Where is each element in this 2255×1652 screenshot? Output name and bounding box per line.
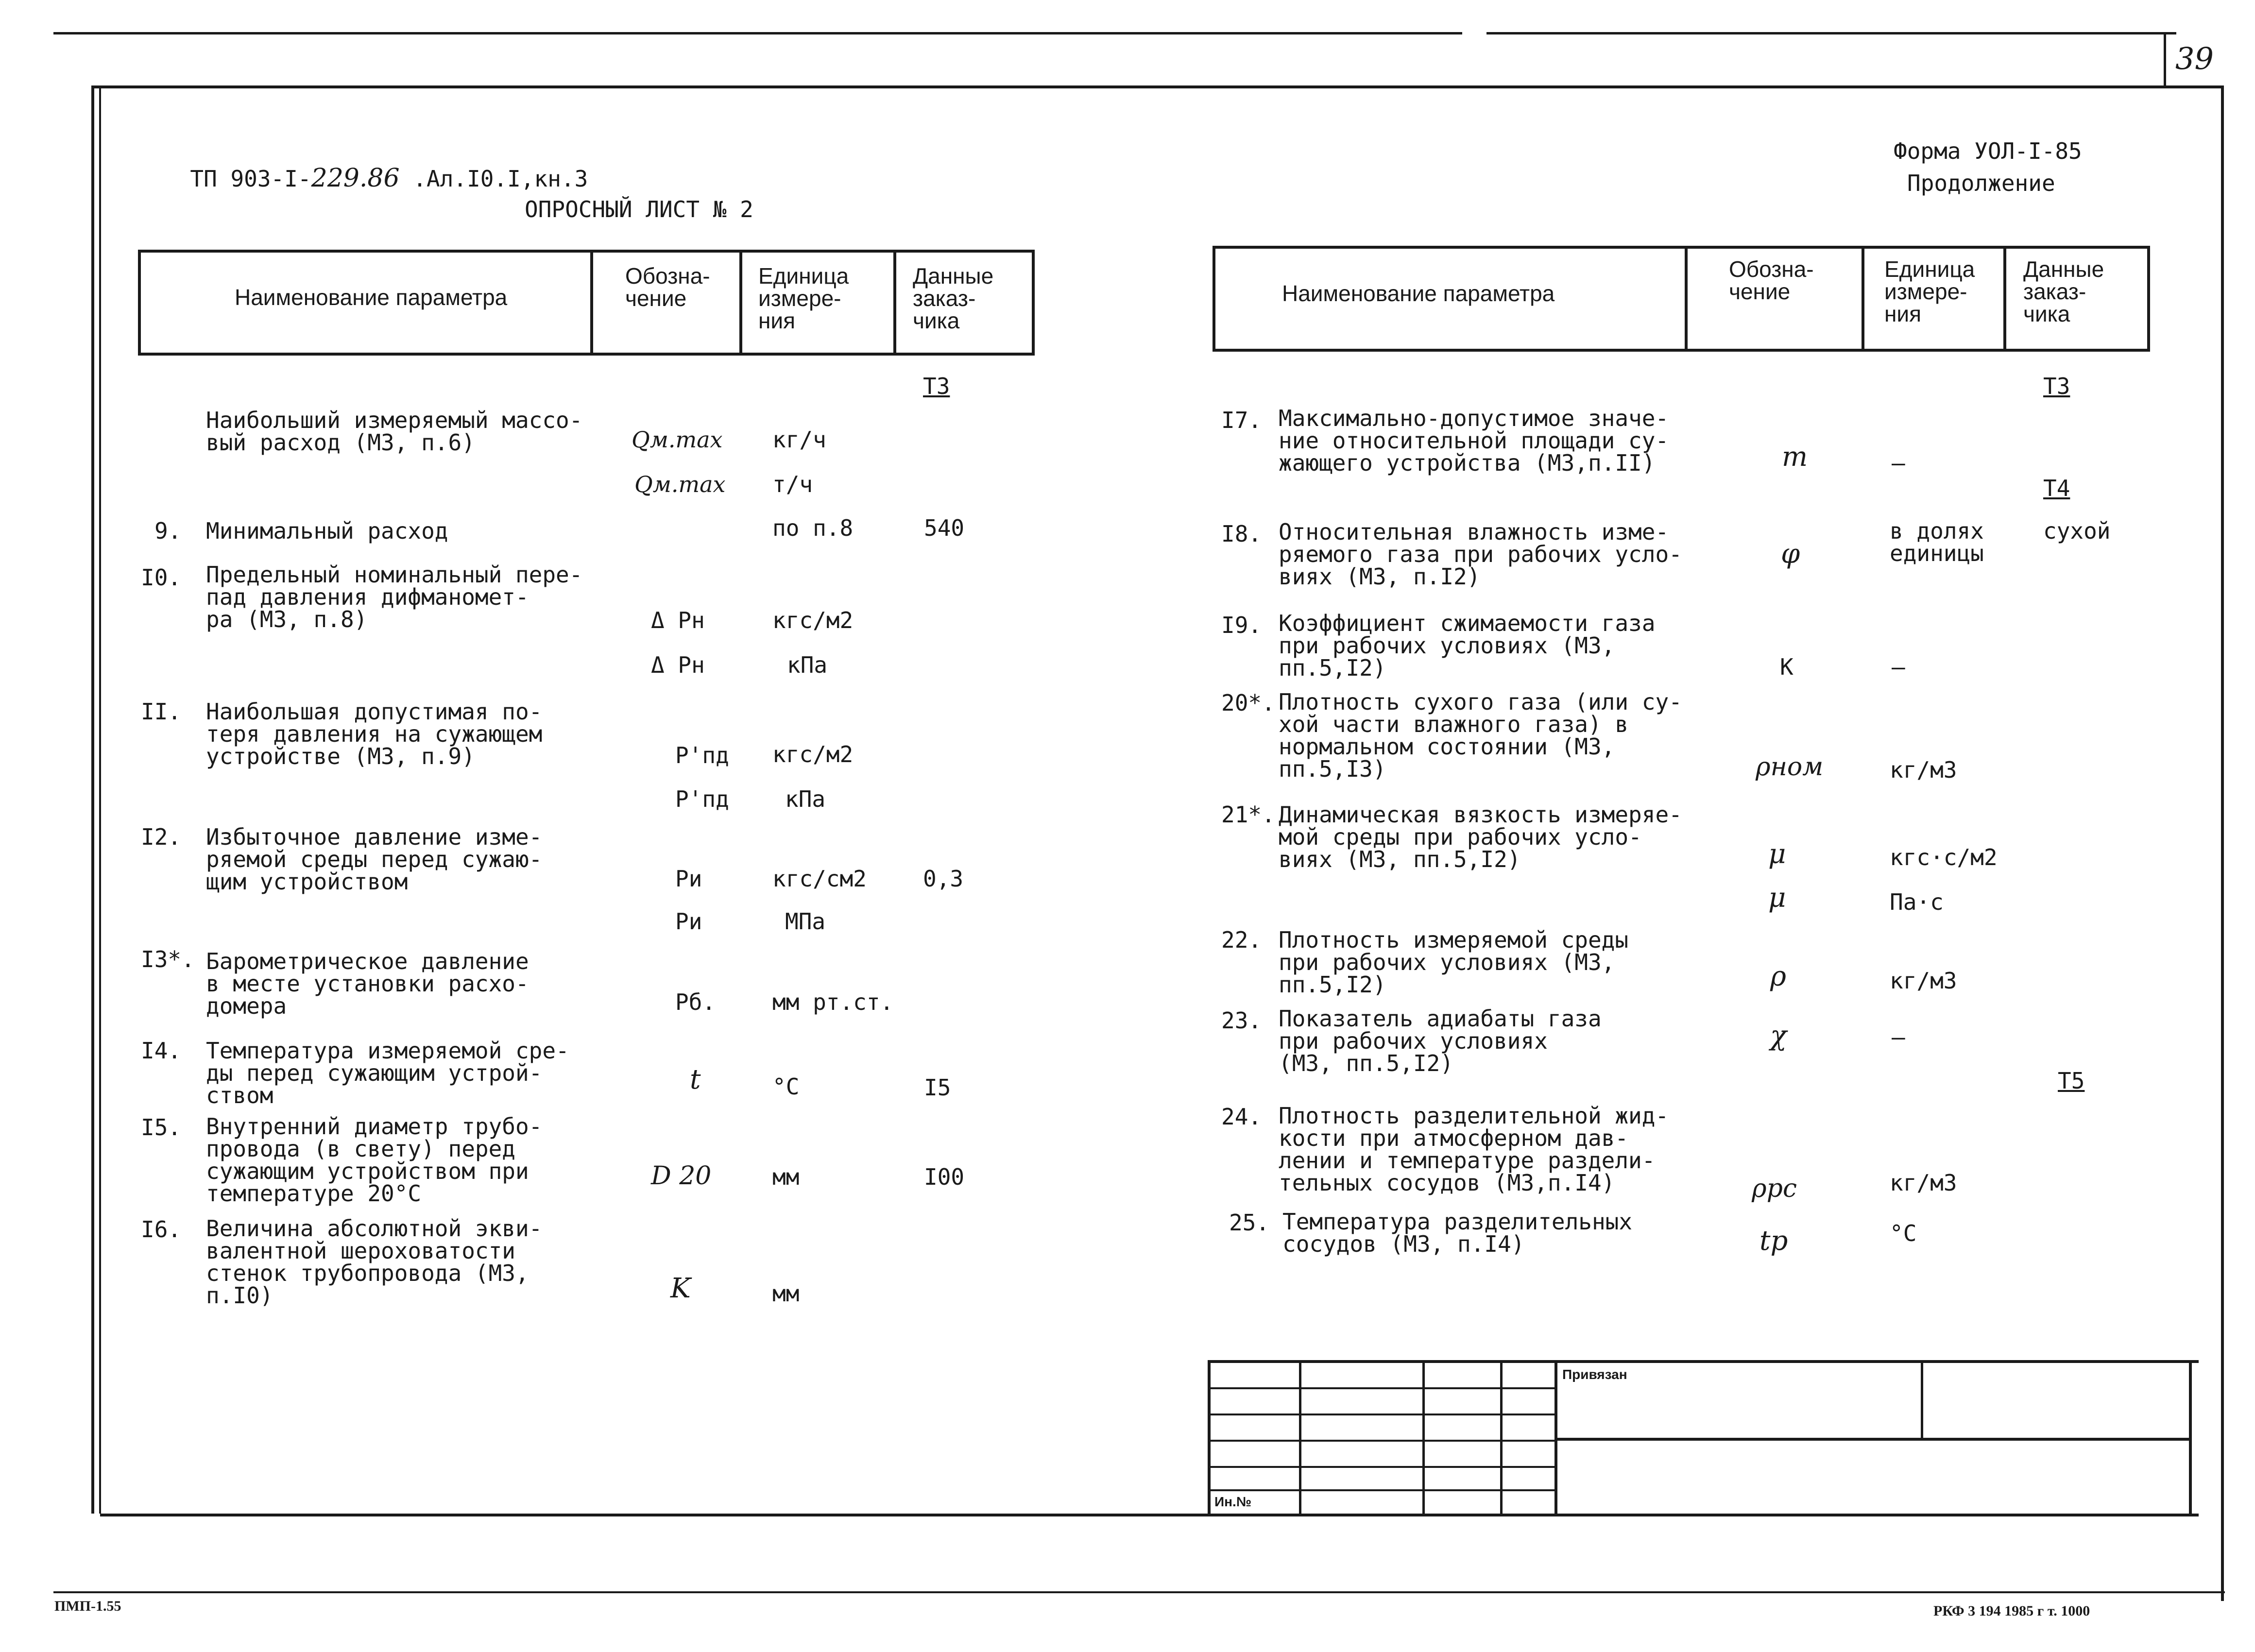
right-mark-t3: Т3 [2043,373,2070,399]
left-row-symbol: K [670,1273,691,1304]
right-row-name: Плотность разделительной жид- кости при атмосферном дав- лении и температуре раздели- тельных сосудов (МЗ,п.I4) [1279,1103,1669,1196]
left-row-unit: кг/ч [772,426,826,453]
left-row-symbol: Рб. [675,989,716,1015]
doc-code-suffix: .Ал.I0.I,кн.3 [399,166,588,192]
left-row-unit: кгс/м2 [772,741,854,767]
right-row-name: Динамическая вязкость измеряе- мой среды при рабочих усло- виях (МЗ, пп.5,I2) [1279,801,1682,872]
right-row-unit: °C [1890,1220,1917,1246]
stamp-col2 [1422,1360,1425,1516]
right-row-num: 22. [1221,927,1262,953]
right-row-num: I9. [1221,612,1262,638]
left-row-unit: кгс/см2 [772,866,867,892]
right-row-symbol: m [1782,441,1808,473]
right-row-num: I8. [1221,521,1262,547]
stamp-col1 [1299,1360,1301,1516]
top-rule-left [53,32,1462,34]
stamp-row2 [1208,1414,1557,1415]
right-row-name: Относительная влажность изме- ряемого газа при рабочих усло- виях (МЗ, п.I2) [1279,519,1682,590]
right-row-symbol: φ [1781,538,1800,570]
left-header-name: Наименование параметра [235,285,508,310]
right-row-symbol: ρ [1770,961,1786,992]
right-row-unit: кг/м3 [1890,968,1957,994]
right-header-data: Данные заказ- чика [2023,256,2104,326]
page-title: ОПРОСНЫЙ ЛИСТ № 2 [525,196,753,222]
left-row-symbol: t [690,1064,701,1095]
right-row-symbol: μ [1768,838,1786,870]
right-row-num: 21*. [1221,801,1275,828]
right-row-name: Коэффициент сжимаемости газа при рабочих условиях (МЗ, пп.5,I2) [1279,610,1656,681]
left-header-unit: Единица измере- ния [758,263,849,333]
right-header-symbol: Обозна- чение [1729,256,1814,304]
left-mark-t3: Т3 [923,373,950,399]
bottom-rule [53,1591,2225,1593]
frame-inner-left [99,88,101,1514]
right-row-symbol: μ [1768,882,1786,914]
left-row-unit: МПа [785,908,826,935]
doc-code [163,145,588,193]
stamp-row3 [1208,1440,1557,1442]
left-row-symbol: Ри [675,866,702,892]
right-table-header [1213,246,2150,352]
left-row-num: 9. [154,518,182,544]
right-row-unit: – [1892,1024,1905,1050]
frame-bottom [100,1514,2199,1516]
left-row-unit: т/ч [772,471,813,497]
form-code: Форма УОЛ-I-85 [1894,138,2082,164]
left-row-symbol: Δ Рн [651,607,705,633]
left-row-num: II. [141,698,182,725]
right-row-num: 25. [1229,1209,1270,1236]
stamp-left [1208,1360,1211,1516]
right-row-unit: – [1892,450,1905,476]
left-row-name: Температура измеряемой сре- ды перед сужающим устрой- ством [206,1038,569,1108]
right-row-name: Максимально-допустимое значе- ние относительной площади су- жающего устройства (МЗ,п.II) [1279,405,1669,476]
stamp-row6 [1208,1489,1557,1491]
right-mark-t4: Т4 [2043,475,2070,501]
right-row-unit: Па·с [1890,889,1944,915]
stamp-top [1208,1360,2199,1363]
left-row-num: I2. [141,824,182,850]
left-row-unit: по п.8 [772,515,854,541]
right-row-unit: – [1892,654,1905,680]
left-row-num: I4. [141,1038,182,1064]
right-row-name: Плотность измеряемой среды при рабочих условиях (МЗ, пп.5,I2) [1279,927,1629,998]
left-row-num: I5. [141,1114,182,1141]
right-row-unit: кгс·с/м2 [1890,844,1998,870]
right-row-symbol: ρрс [1752,1174,1797,1203]
left-row-unit: °C [772,1073,800,1100]
left-table-header [138,250,1035,356]
left-row-name: Барометрическое давление в месте установки расхо- домера [206,948,529,1019]
doc-code-prefix: ТП 903-I- [190,166,311,192]
right-row-symbol: χ [1770,1020,1787,1052]
right-row-value: сухой [2043,518,2111,544]
right-row-num: 20*. [1221,690,1275,716]
left-row-num: I0. [141,564,182,591]
doc-code-hand: 229.86 [311,164,400,193]
left-row-symbol: Qм.max [634,471,726,497]
right-row-symbol: ρном [1756,752,1824,782]
right-row-name: Показатель адиабаты газа при рабочих условиях (МЗ, пп.5,I2) [1279,1005,1602,1076]
frame-top [91,85,2224,88]
stamp-row4 [1555,1438,2192,1441]
right-row-num: 24. [1221,1104,1262,1130]
form-continuation: Продолжение [1907,170,2055,196]
left-row-value: 0,3 [923,866,964,892]
frame-right [2221,85,2224,1601]
right-row-unit: в долях единицы [1890,518,1984,566]
right-row-unit: кг/м3 [1890,757,1957,783]
left-row-name: Избыточное давление изме- ряемой среды перед сужаю- щим устройством [206,824,543,895]
frame-left [91,85,94,1514]
left-row-symbol: Р'пд [675,742,729,768]
stamp-row5 [1208,1466,1557,1468]
left-row-value: 540 [924,515,965,541]
left-row-symbol: Р'пд [675,786,729,812]
left-row-value: I00 [924,1164,965,1190]
left-row-num: I3*. [141,946,195,972]
left-row-name: Наибольшая допустимая по- теря давления на сужающем устройстве (МЗ, п.9) [206,698,543,769]
right-row-unit: кг/м3 [1890,1170,1957,1196]
left-row-name: Наибольший измеряемый массо- вый расход (МЗ, п.6) [206,407,583,456]
footer-right: РКФ 3 194 1985 г т. 1000 [1933,1603,2090,1619]
stamp-privyazan: Привязан [1562,1367,1627,1382]
left-row-symbol: D 20 [651,1161,712,1191]
left-row-name: Величина абсолютной экви- валентной шероховатости стенок трубопровода (МЗ, п.I0) [206,1215,543,1309]
right-mark-t5: Т5 [2058,1068,2085,1094]
left-row-num: I6. [141,1216,182,1243]
stamp-col3 [1500,1360,1503,1516]
right-row-symbol: К [1780,654,1794,680]
right-row-symbol: tр [1760,1225,1788,1257]
stamp-row1 [1208,1387,1557,1389]
left-row-name: Внутренний диаметр трубо- провода (в свету) перед сужающим устройством при температуре 20°С [206,1113,543,1207]
left-row-symbol: Ри [675,908,702,935]
left-row-unit: мм [772,1164,800,1190]
left-row-unit: мм рт.ст. [772,989,894,1015]
right-header-unit: Единица измере- ния [1884,256,1975,326]
stamp-col5 [1921,1360,1923,1438]
sheet-number: 39 [2175,41,2214,76]
right-row-name: Плотность сухого газа (или су- хой части влажного газа) в нормальном состоянии (МЗ, пп.5,I3) [1279,689,1682,782]
left-header-symbol: Обозна- чение [625,263,710,311]
left-row-unit: мм [772,1280,800,1307]
left-row-symbol: Qм.max [632,426,723,453]
left-row-name: Предельный номинальный пере- пад давления дифманомет- ра (МЗ, п.8) [206,562,583,632]
right-row-name: Температура разделительных сосудов (МЗ, п.I4) [1282,1209,1633,1257]
right-row-num: I7. [1221,407,1262,433]
left-row-value: I5 [924,1074,951,1101]
left-row-unit: кПа [785,786,826,812]
stamp-inv-no: Ин.№ [1214,1494,1252,1509]
right-header-name: Наименование параметра [1282,281,1555,306]
right-row-num: 23. [1221,1007,1262,1034]
left-row-unit: кгс/м2 [772,607,854,633]
left-row-unit: кПа [787,652,828,678]
left-row-symbol: Δ Рн [651,652,705,678]
left-header-data: Данные заказ- чика [913,263,994,333]
top-rule-right [1486,32,2176,34]
left-row-name: Минимальный расход [206,518,448,544]
footer-left: ПМП-1.55 [54,1598,121,1614]
